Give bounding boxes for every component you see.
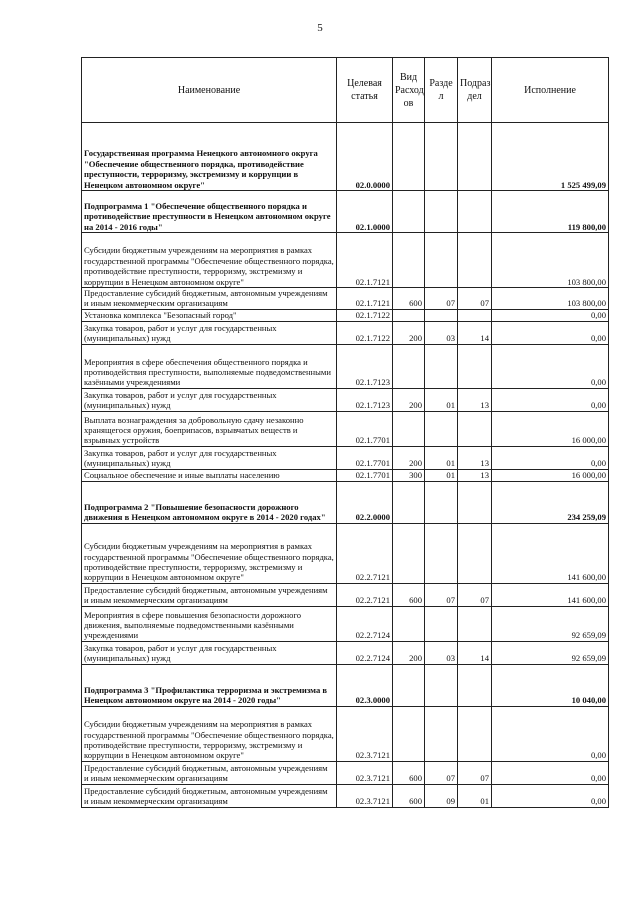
row-section: 07 [425, 761, 458, 784]
row-expense-type: 200 [393, 321, 425, 344]
row-subsection: 13 [458, 388, 492, 411]
row-expense-type [393, 123, 425, 191]
row-amount: 141 600,00 [492, 523, 609, 583]
row-name: Социальное обеспечение и иные выплаты населению [82, 469, 337, 481]
row-subsection [458, 523, 492, 583]
row-section: 03 [425, 641, 458, 664]
row-target-article: 02.1.7123 [337, 344, 393, 388]
row-section [425, 309, 458, 321]
page-number: 5 [317, 22, 323, 34]
row-expense-type [393, 309, 425, 321]
row-section [425, 411, 458, 446]
row-name: Мероприятия в сфере повышения безопасности дорожного движения, выполняемые подведомственными казёнными учреждениями [82, 606, 337, 641]
table-row [82, 469, 609, 481]
table-row [82, 481, 609, 523]
row-expense-type: 600 [393, 583, 425, 606]
row-section: 01 [425, 388, 458, 411]
header-execution: Исполнение [492, 58, 609, 123]
row-name: Выплата вознаграждения за добровольную сдачу незаконно хранящегося оружия, боеприпасов, взрывчатых веществ и взрывных устройств [82, 411, 337, 446]
table-row [82, 411, 609, 446]
row-amount: 103 800,00 [492, 288, 609, 310]
row-target-article: 02.1.7121 [337, 288, 393, 310]
row-expense-type [393, 344, 425, 388]
row-subsection [458, 706, 492, 761]
row-subsection [458, 481, 492, 523]
row-target-article: 02.1.0000 [337, 191, 393, 233]
row-amount: 0,00 [492, 761, 609, 784]
row-name: Закупка товаров, работ и услуг для государственных (муниципальных) нужд [82, 388, 337, 411]
row-amount: 119 800,00 [492, 191, 609, 233]
row-name: Субсидии бюджетным учреждениям на мероприятия в рамках государственной программы "Обеспечение общественного порядка, противодействие преступности, терроризму, экстремизму и коррупции в Ненецком автономном округе" [82, 233, 337, 288]
row-subsection: 13 [458, 469, 492, 481]
row-expense-type [393, 191, 425, 233]
row-expense-type [393, 664, 425, 706]
row-section: 09 [425, 784, 458, 807]
row-target-article: 02.0.0000 [337, 123, 393, 191]
row-expense-type: 200 [393, 641, 425, 664]
row-subsection: 07 [458, 583, 492, 606]
row-subsection [458, 664, 492, 706]
row-expense-type [393, 481, 425, 523]
row-amount: 16 000,00 [492, 411, 609, 446]
row-section: 03 [425, 321, 458, 344]
row-section [425, 344, 458, 388]
row-amount: 1 525 499,09 [492, 123, 609, 191]
row-target-article: 02.1.7701 [337, 446, 393, 469]
row-target-article: 02.2.0000 [337, 481, 393, 523]
row-target-article: 02.3.0000 [337, 664, 393, 706]
row-subsection [458, 123, 492, 191]
table-row [82, 784, 609, 807]
row-name: Закупка товаров, работ и услуг для государственных (муниципальных) нужд [82, 446, 337, 469]
row-subsection [458, 606, 492, 641]
row-name: Установка комплекса "Безопасный город" [82, 309, 337, 321]
header-name: Наименование [82, 58, 337, 123]
header-section: Разде л [425, 58, 458, 123]
row-expense-type: 200 [393, 446, 425, 469]
row-amount: 0,00 [492, 309, 609, 321]
row-section: 01 [425, 469, 458, 481]
row-name: Подпрограмма 2 "Повышение безопасности дорожного движения в Ненецком автономном округе в 2014 - 2020 годах" [82, 481, 337, 523]
row-section [425, 664, 458, 706]
row-amount: 16 000,00 [492, 469, 609, 481]
row-amount: 92 659,09 [492, 606, 609, 641]
row-target-article: 02.2.7124 [337, 641, 393, 664]
row-subsection: 14 [458, 321, 492, 344]
row-target-article: 02.1.7122 [337, 321, 393, 344]
row-section [425, 481, 458, 523]
row-subsection [458, 233, 492, 288]
row-name: Предоставление субсидий бюджетным, автономным учреждениям и иным некоммерческим организациям [82, 583, 337, 606]
row-target-article: 02.3.7121 [337, 706, 393, 761]
row-section: 07 [425, 583, 458, 606]
row-subsection [458, 344, 492, 388]
row-amount: 103 800,00 [492, 233, 609, 288]
row-amount: 0,00 [492, 321, 609, 344]
row-name: Государственная программа Ненецкого автономного округа "Обеспечение общественного порядка, противодействие преступности, терроризму, экстремизму и коррупции в Ненецком автономном округе" [82, 123, 337, 191]
table-row [82, 761, 609, 784]
row-amount: 0,00 [492, 388, 609, 411]
row-subsection: 01 [458, 784, 492, 807]
header-target-article: Целевая статья [337, 58, 393, 123]
row-section [425, 123, 458, 191]
row-section [425, 706, 458, 761]
row-target-article: 02.2.7121 [337, 583, 393, 606]
row-section: 01 [425, 446, 458, 469]
table-row [82, 706, 609, 761]
row-name: Предоставление субсидий бюджетным, автономным учреждениям и иным некоммерческим организациям [82, 288, 337, 310]
row-name: Субсидии бюджетным учреждениям на мероприятия в рамках государственной программы "Обеспечение общественного порядка, противодействие преступности, терроризму, экстремизму и коррупции в Ненецком автономном округе" [82, 706, 337, 761]
row-amount: 234 259,09 [492, 481, 609, 523]
row-name: Подпрограмма 3 "Профилактика терроризма и экстремизма в Ненецком автономном округе на 2014 - 2020 годы" [82, 664, 337, 706]
table-row [82, 321, 609, 344]
row-amount: 141 600,00 [492, 583, 609, 606]
row-name: Закупка товаров, работ и услуг для государственных (муниципальных) нужд [82, 321, 337, 344]
row-amount: 0,00 [492, 706, 609, 761]
row-target-article: 02.2.7121 [337, 523, 393, 583]
row-expense-type: 600 [393, 761, 425, 784]
row-name: Подпрограмма 1 "Обеспечение общественного порядка и противодействие преступности в Ненецком автономном округе на 2014 - 2016 годы" [82, 191, 337, 233]
row-subsection: 13 [458, 446, 492, 469]
row-target-article: 02.1.7123 [337, 388, 393, 411]
header-subsection: Подраз дел [458, 58, 492, 123]
row-amount: 0,00 [492, 784, 609, 807]
header-expense-type: Вид Расход ов [393, 58, 425, 123]
row-expense-type [393, 706, 425, 761]
row-subsection [458, 191, 492, 233]
table-body [82, 123, 609, 808]
row-section [425, 233, 458, 288]
row-section [425, 606, 458, 641]
row-subsection: 07 [458, 761, 492, 784]
row-expense-type [393, 606, 425, 641]
row-amount: 92 659,09 [492, 641, 609, 664]
table-row [82, 388, 609, 411]
row-target-article: 02.3.7121 [337, 761, 393, 784]
table-row [82, 664, 609, 706]
row-name: Предоставление субсидий бюджетным, автономным учреждениям и иным некоммерческим организациям [82, 784, 337, 807]
row-subsection [458, 309, 492, 321]
row-subsection: 14 [458, 641, 492, 664]
row-expense-type [393, 523, 425, 583]
row-expense-type [393, 411, 425, 446]
table-row [82, 641, 609, 664]
row-target-article: 02.2.7124 [337, 606, 393, 641]
table-row [82, 344, 609, 388]
row-target-article: 02.1.7701 [337, 411, 393, 446]
row-name: Мероприятия в сфере обеспечения общественного порядка и противодействия преступности, выполняемые подведомственными казёнными учреждениями [82, 344, 337, 388]
table-row [82, 606, 609, 641]
row-expense-type: 300 [393, 469, 425, 481]
row-expense-type: 600 [393, 784, 425, 807]
row-target-article: 02.3.7121 [337, 784, 393, 807]
row-name: Субсидии бюджетным учреждениям на мероприятия в рамках государственной программы "Обеспечение общественного порядка, противодействие преступности, терроризму, экстремизму и коррупции в Ненецком автономном округе" [82, 523, 337, 583]
table-row [82, 288, 609, 310]
row-section [425, 191, 458, 233]
row-target-article: 02.1.7701 [337, 469, 393, 481]
row-amount: 0,00 [492, 344, 609, 388]
table-row [82, 309, 609, 321]
row-name: Закупка товаров, работ и услуг для государственных (муниципальных) нужд [82, 641, 337, 664]
row-expense-type: 200 [393, 388, 425, 411]
row-amount: 10 040,00 [492, 664, 609, 706]
table-header-row [82, 58, 609, 123]
row-section [425, 523, 458, 583]
row-subsection [458, 411, 492, 446]
row-subsection: 07 [458, 288, 492, 310]
table-row [82, 191, 609, 233]
row-section: 07 [425, 288, 458, 310]
table-row [82, 583, 609, 606]
row-expense-type: 600 [393, 288, 425, 310]
row-amount: 0,00 [492, 446, 609, 469]
table-row [82, 123, 609, 191]
table-row [82, 523, 609, 583]
row-name: Предоставление субсидий бюджетным, автономным учреждениям и иным некоммерческим организациям [82, 761, 337, 784]
table-row [82, 446, 609, 469]
table-row [82, 233, 609, 288]
row-target-article: 02.1.7122 [337, 309, 393, 321]
row-target-article: 02.1.7121 [337, 233, 393, 288]
budget-table [81, 57, 609, 808]
row-expense-type [393, 233, 425, 288]
